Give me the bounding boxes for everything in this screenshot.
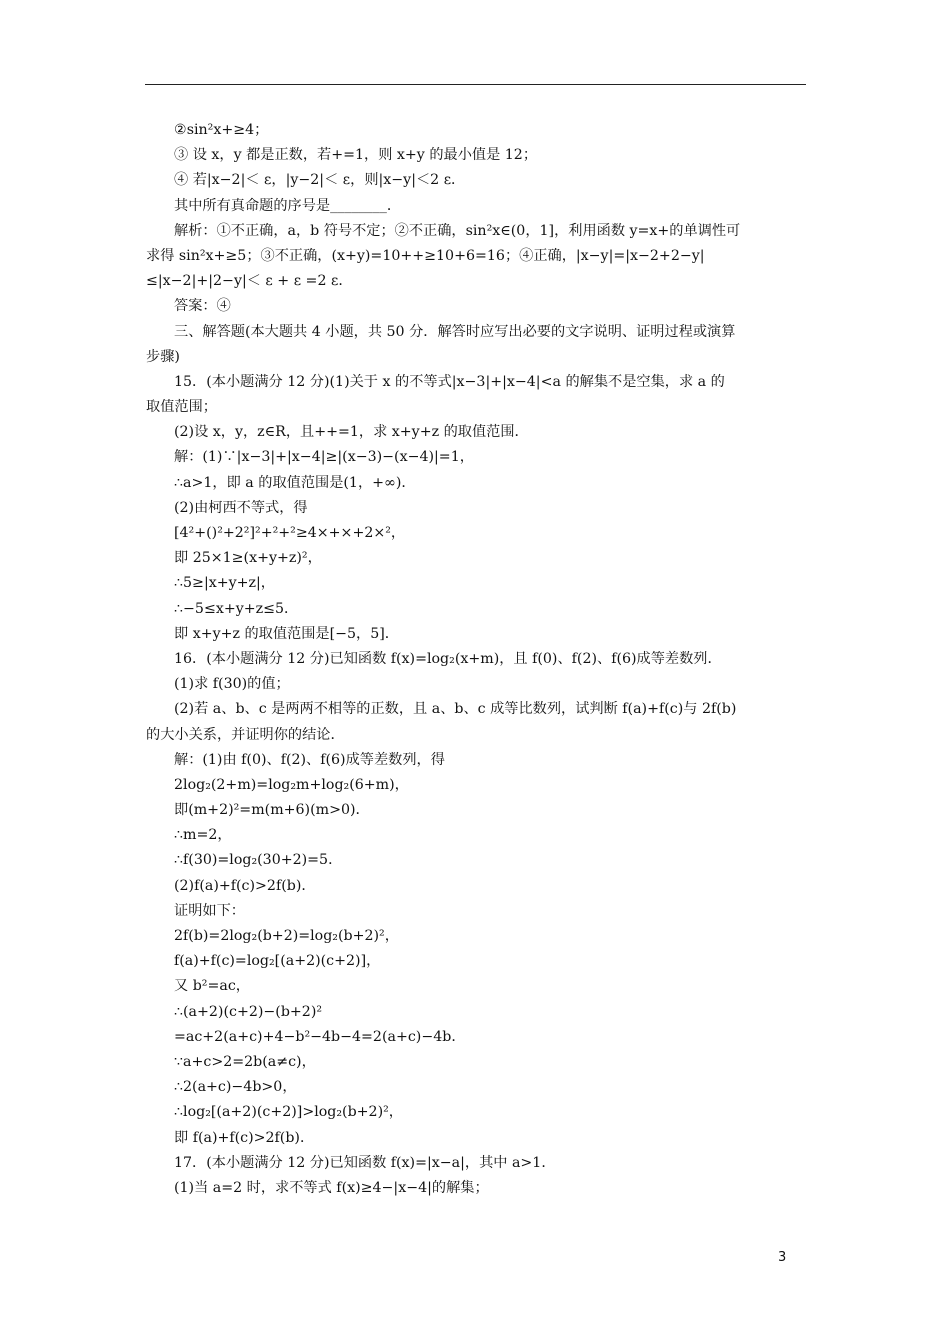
text-line: 15．(本小题满分 12 分)(1)关于 x 的不等式|x−3|+|x−4|<a 的解集不是空集，求 a 的 <box>174 373 725 390</box>
page-number: 3 <box>778 1250 787 1265</box>
text-line: (1)求 f(30)的值； <box>174 676 290 693</box>
text-line: 即 f(a)+f(c)>2f(b)． <box>174 1129 315 1146</box>
text-line: ∴2(a+c)−4b>0， <box>174 1079 297 1096</box>
text-line: (2)若 a、b、c 是两两不相等的正数，且 a、b、c 成等比数列，试判断 f(a)+f(c)与 2f(b) <box>174 701 737 718</box>
text-line: 即 25×1≥(x+y+z)²， <box>174 550 322 567</box>
text-line: (2)f(a)+f(c)>2f(b)． <box>174 877 316 894</box>
text-line: ∴(a+2)(c+2)−(b+2)² <box>174 1003 323 1020</box>
text-line: 证明如下： <box>174 902 245 919</box>
text-line: =ac+2(a+c)+4−b²−4b−4=2(a+c)−4b． <box>174 1028 466 1045</box>
text-line: (2)设 x，y，z∈R，且++=1，求 x+y+z 的取值范围． <box>174 424 529 441</box>
text-line: 的大小关系，并证明你的结论． <box>146 726 345 743</box>
text-line: ∴f(30)=log₂(30+2)=5． <box>174 852 343 869</box>
text-line: ∴−5≤x+y+z≤5． <box>174 600 299 617</box>
text-line: ≤|x−2|+|2−y|＜ ε + ε =2 ε． <box>146 273 353 290</box>
text-line: ∴5≥|x+y+z|， <box>174 575 275 592</box>
text-line: ②sin²x+≥4； <box>174 122 269 138</box>
text-line: 三、解答题(本大题共 4 小题，共 50 分．解答时应写出必要的文字说明、证明过程或演算 <box>174 323 736 340</box>
text-line: ③ 设 x，y 都是正数，若+=1，则 x+y 的最小值是 12； <box>174 147 538 164</box>
document-body <box>146 118 810 1201</box>
header-rule <box>145 84 806 85</box>
text-line: 2log₂(2+m)=log₂m+log₂(6+m)， <box>174 776 409 793</box>
text-line: 17．(本小题满分 12 分)已知函数 f(x)=|x−a|，其中 a>1． <box>174 1154 556 1171</box>
text-line: 解析：①不正确，a，b 符号不定；②不正确，sin²x∈(0，1]，利用函数 y=x+的单调性可 <box>174 222 741 239</box>
text-line: 2f(b)=2log₂(b+2)=log₂(b+2)²， <box>174 928 399 944</box>
text-line: ∴m=2， <box>174 827 232 844</box>
text-line: (2)由柯西不等式，得 <box>174 499 308 516</box>
text-line: f(a)+f(c)=log₂[(a+2)(c+2)]， <box>174 953 381 970</box>
text-line: (1)当 a=2 时，求不等式 f(x)≥4−|x−4|的解集； <box>174 1179 489 1196</box>
text-line: 16．(本小题满分 12 分)已知函数 f(x)=log₂(x+m)，且 f(0)、f(2)、f(6)成等差数列． <box>174 650 722 667</box>
text-line: ∵a+c>2=2b(a≠c)， <box>174 1053 316 1070</box>
text-line: 步骤) <box>146 348 180 365</box>
text-line: 解：(1)∵|x−3|+|x−4|≥|(x−3)−(x−4)|=1， <box>174 449 474 466</box>
text-line: 即(m+2)²=m(m+6)(m>0)． <box>174 802 370 819</box>
text-line: ④ 若|x−2|＜ ε，|y−2|＜ ε，则|x−y|＜2 ε． <box>174 172 466 189</box>
text-line: 答案：④ <box>174 298 231 315</box>
text-line: 其中所有真命题的序号是________． <box>174 197 402 214</box>
text-line: 求得 sin²x+≥5；③不正确，(x+y)=10++≥10+6=16；④正确，|x−y|=|x−2+2−y| <box>146 247 705 264</box>
text-line: 取值范围； <box>146 399 217 416</box>
text-line: 解：(1)由 f(0)、f(2)、f(6)成等差数列，得 <box>174 751 445 768</box>
text-line: 又 b²=ac， <box>174 978 250 995</box>
text-line: ∴a>1，即 a 的取值范围是(1，+∞)． <box>174 474 416 491</box>
text-line: 即 x+y+z 的取值范围是[−5，5]． <box>174 625 399 642</box>
text-line: [4²+()²+2²]²+²+²≥4×+×+2×²， <box>174 525 406 541</box>
text-line: ∴log₂[(a+2)(c+2)]>log₂(b+2)²， <box>174 1104 403 1121</box>
